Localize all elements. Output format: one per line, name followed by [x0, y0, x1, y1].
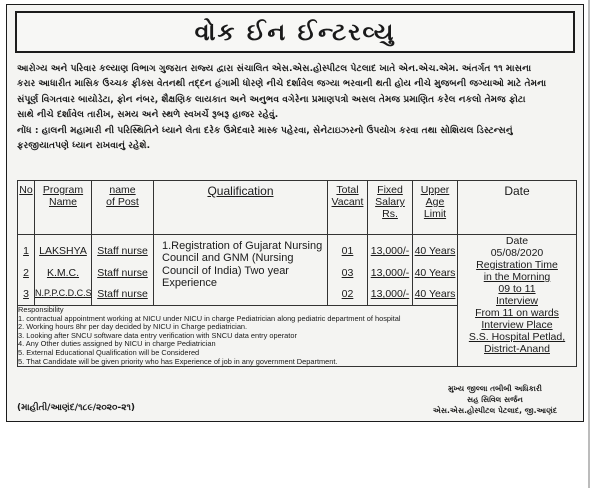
note-line: નોંધ : હાલની મહામારી ની પરિસ્થિતિને ધ્યાને લેતા દરેક ઉમેદવારે માસ્ક પહેરવા, સેનેટાઇઝરનો ઉપયોગ કરવા તથા સોશિયલ ડિસ્ટન્સનું	[17, 124, 513, 136]
responsibility-item: 1. contractual appointment working at NICU under NICU in charge Pediatrician along pediatric department of hospital	[18, 313, 401, 323]
no-column	[18, 235, 35, 306]
title-banner	[15, 11, 575, 53]
signature-line: સહ સિવિલ સર્જન	[467, 395, 523, 404]
vacant-count: 01	[341, 245, 354, 257]
program-name: N.P.P.C.D.C.S	[35, 288, 92, 298]
post-name: Staff nurse	[97, 288, 148, 300]
registration-time: 09 to 11	[498, 283, 536, 295]
vacancy-table	[17, 180, 577, 367]
header-fixed-salary: Fixed Salary Rs.	[368, 181, 413, 235]
intro-line: આરોગ્ય અને પરિવાર કલ્યાણ વિભાગ ગુજરાત રાજ્ય દ્વારા સંચાલિત એસ.એસ.હોસ્પીટલ પેટલાદ ખાતે એન.એચ.એમ. અંતર્ગત ૧૧ માસના	[17, 63, 532, 74]
header-no: No	[18, 181, 35, 235]
intro-line: સાથે નીચે દર્શાવેલ તારીખ, સમય અને સ્થળે સ્વખર્ચે રૂબરૂ હાજર રહેવું.	[17, 109, 279, 121]
responsibility-item: 4. Any Other duties assigned by NICU in charge Pediatrician	[18, 339, 216, 349]
interview-place-district: District-Anand	[484, 343, 550, 355]
salary-column	[368, 235, 413, 306]
interview-place-name: S.S. Hospital Petlad,	[468, 331, 566, 343]
signature-line: મુખ્ય જીલ્લા તબીબી અધિકારી	[448, 384, 542, 393]
interview-date: 05/08/2020	[490, 247, 544, 259]
qualification-cell	[154, 235, 328, 306]
salary-value: 13,000/-	[370, 267, 410, 279]
responsibility-item: 5. That Candidate will be given priority who has Experience of job in any government Department.	[18, 356, 338, 366]
program-name: LAKSHYA	[39, 245, 87, 257]
page-edge-divider	[588, 0, 590, 488]
header-total-vacant: Total Vacant	[328, 181, 368, 235]
registration-when: in the Morning	[483, 271, 551, 283]
responsibility-item: 5. External Educational Qualification will be Considered	[18, 347, 200, 357]
header-date: Date	[458, 181, 577, 235]
vacant-count: 02	[341, 288, 354, 300]
interview-place-label: Interview Place	[481, 319, 553, 331]
header-upper-age-limit: Upper Age Limit	[413, 181, 458, 235]
responsibility-cell	[18, 306, 458, 367]
responsibility-item: 2. Working hours 8hr per day decided by NICU in Charge pediatrician.	[18, 322, 248, 332]
responsibility-item: 3. Looking after SNCU software data entry verification with SNCU data entry operator	[18, 330, 297, 340]
header-qualification: Qualification	[154, 181, 328, 235]
footer-reference-code: (માહીતી/આણંદ/૧૮૯/૨૦૨૦-૨૧)	[17, 403, 136, 413]
age-limit: 40 Years	[414, 288, 456, 300]
vacant-count: 03	[341, 267, 354, 279]
row-number: 2	[23, 267, 29, 279]
post-column	[92, 235, 154, 306]
date-label: Date	[505, 235, 529, 247]
salary-value: 13,000/-	[370, 288, 410, 300]
registration-time-label: Registration Time	[476, 259, 558, 271]
note-line: ફરજીયાતપણે ધ્યાન રાખવાનું રહેશે.	[17, 140, 151, 152]
row-number: 1	[23, 245, 29, 257]
salary-value: 13,000/-	[370, 245, 410, 257]
program-name: K.M.C.	[46, 267, 80, 279]
interview-label: Interview	[495, 295, 538, 307]
age-limit: 40 Years	[414, 267, 456, 279]
intro-line: સંપૂર્ણ વિગતવાર બાયોડેટા, ફોન નંબર, શૈક્ષણિક લાયકાત અને અનુભવ વગેરેના પ્રમાણપત્રો અસલ તેમજ પ્રમાણિત કરેલ નકલો તેમજ ફોટા	[17, 93, 526, 105]
vacant-column	[328, 235, 368, 306]
date-info-cell	[458, 235, 577, 367]
post-name: Staff nurse	[97, 267, 148, 279]
intro-paragraph	[17, 61, 579, 153]
intro-line: કરાર આધારીત માસિક ઉચ્ચક ફીક્સ વેતનથી તદ્દન હંગામી ધોરણે નીચે દર્શાવેલ જગ્યા ભરવાની થતી હોય નીચે મુજબની જગ્યાઓ માટે તેમના	[17, 78, 547, 90]
header-name-of-post: name of Post	[92, 181, 154, 235]
interview-from: From 11 on wards	[475, 307, 559, 319]
notice-title: વોક ઈન ઈન્ટરવ્યુ	[194, 18, 396, 46]
header-program-name: Program Name	[35, 181, 92, 235]
program-column	[35, 235, 92, 306]
signature-line: એસ.એસ.હોસ્પીટલ પેટલાદ, જી.આણંદ	[432, 406, 558, 415]
qualification-text: 1.Registration of Gujarat Nursing Council and GNM (Nursing Council of India) Two year Experience	[162, 240, 323, 290]
age-limit: 40 Years	[414, 245, 456, 257]
advertisement-notice	[6, 4, 584, 422]
table-header-row	[18, 181, 577, 235]
row-number: 3	[23, 288, 29, 300]
signature-block	[409, 383, 581, 416]
table-body-row	[18, 235, 577, 306]
age-column	[413, 235, 458, 306]
post-name: Staff nurse	[97, 245, 148, 257]
responsibility-heading: Responsibility	[18, 305, 64, 314]
